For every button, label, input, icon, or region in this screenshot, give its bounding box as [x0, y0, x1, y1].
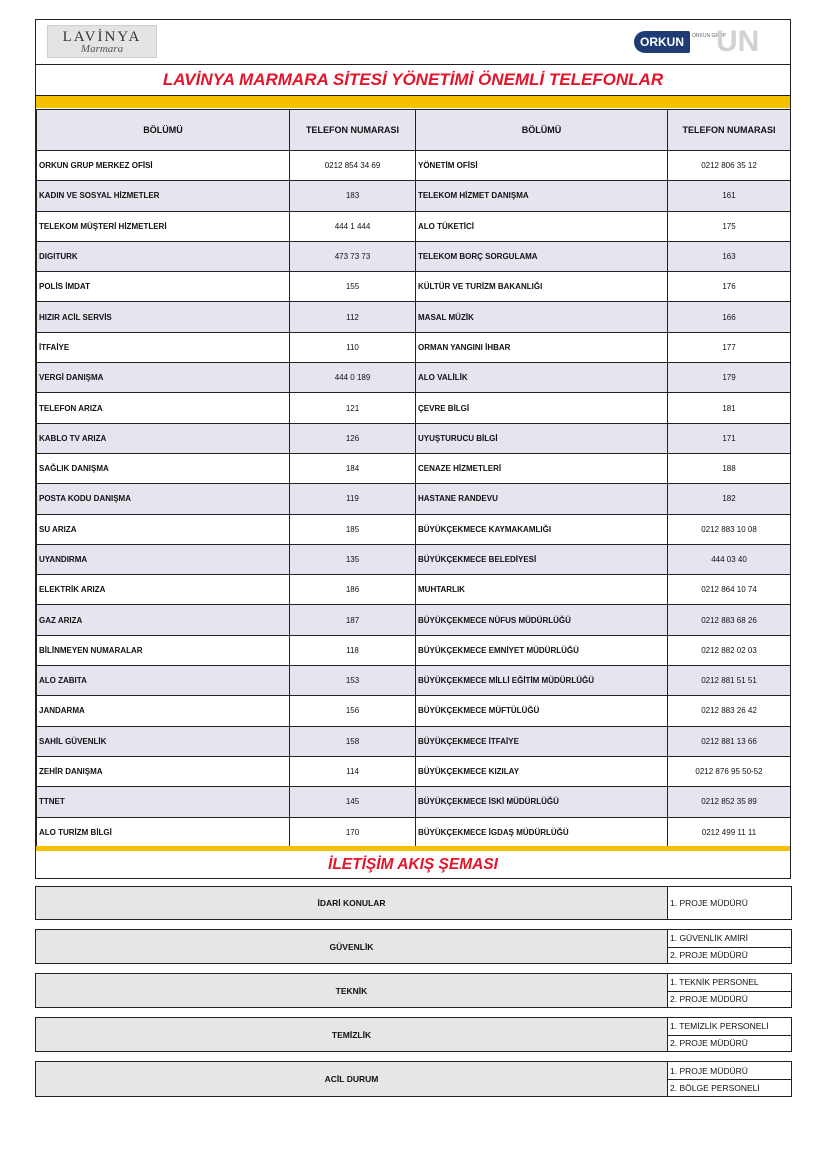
phone-cell: 179	[668, 363, 791, 393]
phone-cell: 444 1 444	[290, 211, 416, 241]
flow-step: 2. PROJE MÜDÜRÜ	[668, 1035, 791, 1052]
dept-cell: POSTA KODU DANIŞMA	[37, 484, 290, 514]
phone-cell: 110	[290, 332, 416, 362]
dept-cell: BÜYÜKÇEKMECE İSKİ MÜDÜRLÜĞÜ	[416, 787, 668, 817]
dept-cell: ORMAN YANGINI İHBAR	[416, 332, 668, 362]
phone-cell: 186	[290, 575, 416, 605]
table-row	[37, 756, 791, 786]
flow-step: 2. BÖLGE PERSONELİ	[668, 1079, 791, 1096]
phone-cell: 0212 876 95 50-52	[668, 756, 791, 786]
phone-cell: 177	[668, 332, 791, 362]
dept-cell: MUHTARLIK	[416, 575, 668, 605]
table-row	[37, 605, 791, 635]
table-row	[37, 817, 791, 847]
table-row	[37, 272, 791, 302]
dept-cell: ZEHİR DANIŞMA	[37, 756, 290, 786]
dept-cell: BÜYÜKÇEKMECE NÜFUS MÜDÜRLÜĞÜ	[416, 605, 668, 635]
table-row	[37, 544, 791, 574]
table-row	[37, 575, 791, 605]
phone-cell: 185	[290, 514, 416, 544]
phone-cell: 0212 883 68 26	[668, 605, 791, 635]
phone-cell: 188	[668, 453, 791, 483]
header-phone-left: TELEFON NUMARASI	[290, 110, 416, 151]
dept-cell: MASAL MÜZİK	[416, 302, 668, 332]
header-phone-right: TELEFON NUMARASI	[668, 110, 791, 151]
phone-cell: 126	[290, 423, 416, 453]
flow-box	[35, 1061, 792, 1097]
flow-step: 2. PROJE MÜDÜRÜ	[668, 947, 791, 964]
dept-cell: ALO TURİZM BİLGİ	[37, 817, 290, 847]
flow-steps	[668, 974, 791, 1007]
dept-cell: GAZ ARIZA	[37, 605, 290, 635]
dept-cell: ALO ZABITA	[37, 666, 290, 696]
dept-cell: SU ARIZA	[37, 514, 290, 544]
dept-cell: TTNET	[37, 787, 290, 817]
dept-cell: ELEKTRİK ARIZA	[37, 575, 290, 605]
phone-cell: 170	[290, 817, 416, 847]
header-dept-right: BÖLÜMÜ	[416, 110, 668, 151]
table-row	[37, 726, 791, 756]
table-header-row	[37, 110, 791, 151]
dept-cell: ÇEVRE BİLGİ	[416, 393, 668, 423]
dept-cell: BÜYÜKÇEKMECE KAYMAKAMLIĞI	[416, 514, 668, 544]
flow-steps	[668, 1018, 791, 1051]
dept-cell: BÜYÜKÇEKMECE MİLLİ EĞİTİM MÜDÜRLÜĞÜ	[416, 666, 668, 696]
dept-cell: UYANDIRMA	[37, 544, 290, 574]
logo-row	[36, 20, 790, 64]
table-row	[37, 151, 791, 181]
flow-title: İLETİŞİM AKIŞ ŞEMASI	[328, 856, 498, 873]
dept-cell: ORKUN GRUP MERKEZ OFİSİ	[37, 151, 290, 181]
dept-cell: TELEKOM HİZMET DANIŞMA	[416, 181, 668, 211]
phone-cell: 473 73 73	[290, 241, 416, 271]
orkun-logo-sub: ORKUN GRUP	[692, 33, 726, 39]
flow-steps	[668, 930, 791, 963]
orkun-logo-watermark: UN	[716, 25, 760, 58]
table-row	[37, 635, 791, 665]
phone-cell: 0212 852 35 89	[668, 787, 791, 817]
dept-cell: YÖNETİM OFİSİ	[416, 151, 668, 181]
dept-cell: ALO TÜKETİCİ	[416, 211, 668, 241]
dept-cell: KÜLTÜR VE TURİZM BAKANLIĞI	[416, 272, 668, 302]
flow-category: İDARİ KONULAR	[36, 887, 668, 919]
dept-cell: BÜYÜKÇEKMECE İTFAİYE	[416, 726, 668, 756]
dept-cell: KADIN VE SOSYAL HİZMETLER	[37, 181, 290, 211]
phone-cell: 181	[668, 393, 791, 423]
lavinya-logo-line1: LAVİNYA	[62, 29, 142, 45]
phone-cell: 171	[668, 423, 791, 453]
dept-cell: İTFAİYE	[37, 332, 290, 362]
phone-cell: 0212 864 10 74	[668, 575, 791, 605]
phone-cell: 155	[290, 272, 416, 302]
flow-box	[35, 1017, 792, 1052]
phone-cell: 0212 883 10 08	[668, 514, 791, 544]
orkun-logo	[634, 25, 774, 58]
table-row	[37, 332, 791, 362]
dept-cell: BÜYÜKÇEKMECE İGDAŞ MÜDÜRLÜĞÜ	[416, 817, 668, 847]
phone-cell: 153	[290, 666, 416, 696]
dept-cell: SAHİL GÜVENLİK	[37, 726, 290, 756]
phone-cell: 184	[290, 453, 416, 483]
flow-category: TEMİZLİK	[36, 1018, 668, 1051]
table-row	[37, 363, 791, 393]
phone-cell: 114	[290, 756, 416, 786]
phone-cell: 156	[290, 696, 416, 726]
phone-cell: 119	[290, 484, 416, 514]
dept-cell: SAĞLIK DANIŞMA	[37, 453, 290, 483]
phone-cell: 175	[668, 211, 791, 241]
dept-cell: KABLO TV ARIZA	[37, 423, 290, 453]
flow-step: 1. PROJE MÜDÜRÜ	[668, 1062, 791, 1079]
flow-box	[35, 929, 792, 964]
header-dept-left: BÖLÜMÜ	[37, 110, 290, 151]
yellow-bar-top	[36, 96, 790, 108]
phone-cell: 0212 854 34 69	[290, 151, 416, 181]
phone-cell: 135	[290, 544, 416, 574]
phone-cell: 0212 881 51 51	[668, 666, 791, 696]
dept-cell: HIZIR ACİL SERVİS	[37, 302, 290, 332]
table-row	[37, 393, 791, 423]
phone-cell: 0212 882 02 03	[668, 635, 791, 665]
flow-steps	[668, 887, 791, 919]
dept-cell: HASTANE RANDEVU	[416, 484, 668, 514]
phone-cell: 444 0 189	[290, 363, 416, 393]
table-row	[37, 514, 791, 544]
phone-table-body	[37, 151, 791, 848]
dept-cell: TELEFON ARIZA	[37, 393, 290, 423]
phone-cell: 121	[290, 393, 416, 423]
dept-cell: BÜYÜKÇEKMECE KIZILAY	[416, 756, 668, 786]
phone-cell: 444 03 40	[668, 544, 791, 574]
flow-step: 1. PROJE MÜDÜRÜ	[668, 887, 791, 919]
table-row	[37, 302, 791, 332]
phone-cell: 0212 883 26 42	[668, 696, 791, 726]
lavinya-logo-line2: Marmara	[80, 43, 124, 55]
phone-cell: 182	[668, 484, 791, 514]
flow-category: TEKNİK	[36, 974, 668, 1007]
flow-box	[35, 886, 792, 920]
flow-steps	[668, 1062, 791, 1096]
dept-cell: UYUŞTURUCU BİLGİ	[416, 423, 668, 453]
table-row	[37, 211, 791, 241]
page-title: LAVİNYA MARMARA SİTESİ YÖNETİMİ ÖNEMLİ TELEFONLAR	[162, 70, 664, 89]
dept-cell: BİLİNMEYEN NUMARALAR	[37, 635, 290, 665]
dept-cell: TELEKOM BORÇ SORGULAMA	[416, 241, 668, 271]
dept-cell: DIGITURK	[37, 241, 290, 271]
dept-cell: BÜYÜKÇEKMECE BELEDİYESİ	[416, 544, 668, 574]
flow-box	[35, 973, 792, 1008]
phone-cell: 112	[290, 302, 416, 332]
dept-cell: BÜYÜKÇEKMECE EMNİYET MÜDÜRLÜĞÜ	[416, 635, 668, 665]
dept-cell: JANDARMA	[37, 696, 290, 726]
dept-cell: TELEKOM MÜŞTERİ HİZMETLERİ	[37, 211, 290, 241]
phone-table	[36, 109, 791, 848]
table-row	[37, 696, 791, 726]
table-row	[37, 666, 791, 696]
table-row	[37, 787, 791, 817]
flow-step: 1. TEKNİK PERSONEL	[668, 974, 791, 991]
dept-cell: VERGİ DANIŞMA	[37, 363, 290, 393]
phone-cell: 118	[290, 635, 416, 665]
phone-cell: 0212 499 11 11	[668, 817, 791, 847]
table-row	[37, 181, 791, 211]
table-row	[37, 484, 791, 514]
phone-cell: 161	[668, 181, 791, 211]
phone-cell: 176	[668, 272, 791, 302]
phone-cell: 187	[290, 605, 416, 635]
dept-cell: BÜYÜKÇEKMECE MÜFTÜLÜĞÜ	[416, 696, 668, 726]
dept-cell: POLİS İMDAT	[37, 272, 290, 302]
phone-cell: 0212 881 13 66	[668, 726, 791, 756]
lavinya-logo	[47, 25, 157, 58]
flow-step: 2. PROJE MÜDÜRÜ	[668, 991, 791, 1008]
phone-cell: 183	[290, 181, 416, 211]
orkun-logo-name: ORKUN	[634, 31, 690, 53]
flow-category: GÜVENLİK	[36, 930, 668, 963]
flow-category: ACİL DURUM	[36, 1062, 668, 1096]
flow-step: 1. TEMİZLİK PERSONELİ	[668, 1018, 791, 1035]
phone-cell: 145	[290, 787, 416, 817]
dept-cell: ALO VALİLİK	[416, 363, 668, 393]
dept-cell: CENAZE HİZMETLERİ	[416, 453, 668, 483]
flow-step: 1. GÜVENLİK AMİRİ	[668, 930, 791, 947]
phone-cell: 163	[668, 241, 791, 271]
table-row	[37, 241, 791, 271]
phone-cell: 166	[668, 302, 791, 332]
phone-cell: 158	[290, 726, 416, 756]
table-row	[37, 423, 791, 453]
phone-cell: 0212 806 35 12	[668, 151, 791, 181]
table-row	[37, 453, 791, 483]
